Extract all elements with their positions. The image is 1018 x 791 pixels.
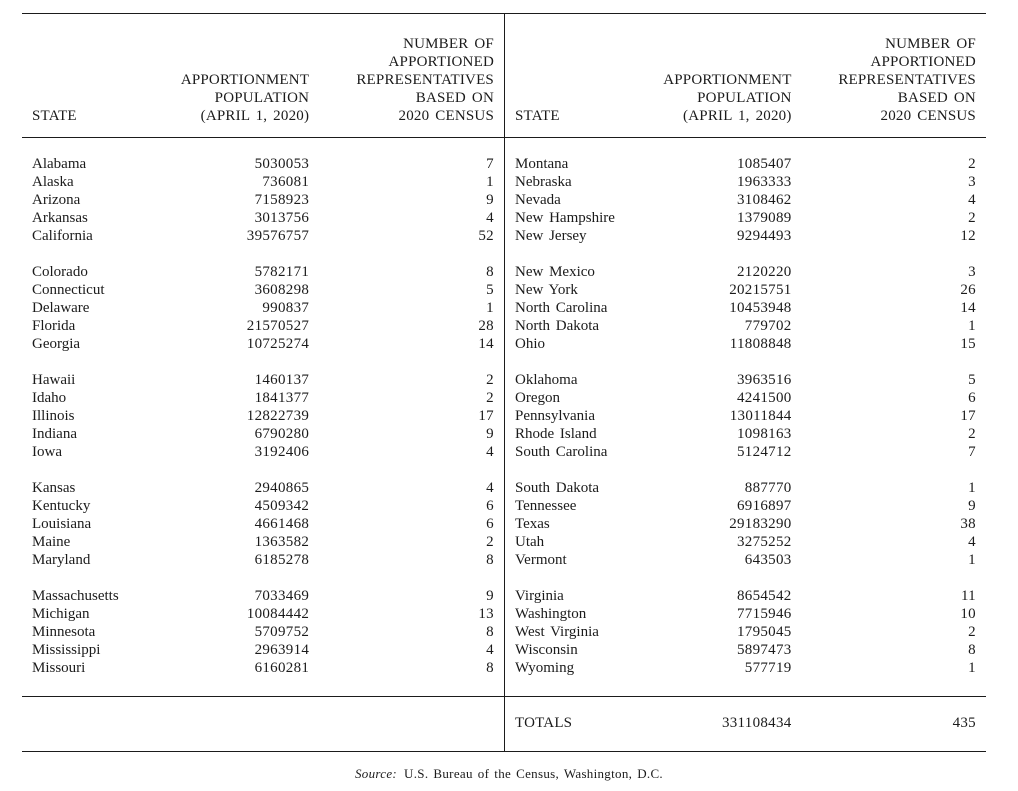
state-name-cell: Texas	[515, 516, 550, 532]
state-name-cell: Rhode Island	[515, 426, 597, 442]
state-name-cell: Maryland	[32, 552, 91, 568]
table-row	[505, 317, 986, 335]
state-name-cell: Massachusetts	[32, 588, 119, 604]
population-cell: 3192406	[254, 444, 310, 460]
apportionment-table	[22, 13, 986, 752]
table-row	[22, 407, 504, 425]
state-name-cell: Tennessee	[515, 498, 577, 514]
table-row	[22, 335, 504, 353]
state-name-cell: Iowa	[32, 444, 62, 460]
state-name-cell: Virginia	[515, 588, 564, 604]
table-row	[505, 299, 986, 317]
table-row	[22, 227, 504, 245]
representatives-cell: 7	[486, 156, 494, 172]
header-line: APPORTIONMENT	[663, 72, 792, 88]
state-group	[505, 479, 986, 569]
representatives-cell: 1	[486, 300, 494, 316]
population-cell: 5897473	[736, 642, 792, 658]
state-name-cell: Idaho	[32, 390, 67, 406]
state-group	[505, 371, 986, 461]
population-cell: 6790280	[254, 426, 310, 442]
table-row	[505, 173, 986, 191]
representatives-cell: 2	[968, 156, 976, 172]
state-name-cell: Vermont	[515, 552, 567, 568]
population-cell: 6160281	[254, 660, 310, 676]
representatives-cell: 4	[968, 534, 976, 550]
representatives-cell: 5	[968, 372, 976, 388]
state-group	[505, 587, 986, 677]
table-row	[22, 551, 504, 569]
header-line: 2020 CENSUS	[398, 108, 494, 124]
population-cell: 12822739	[246, 408, 310, 424]
table-row	[22, 371, 504, 389]
representatives-cell: 12	[960, 228, 976, 244]
state-name-cell: Wyoming	[515, 660, 575, 676]
header-line: 2020 CENSUS	[880, 108, 976, 124]
population-cell: 6916897	[736, 498, 792, 514]
state-group	[22, 479, 504, 569]
representatives-cell: 4	[968, 192, 976, 208]
representatives-cell: 8	[486, 264, 494, 280]
representatives-cell: 4	[486, 444, 494, 460]
state-name-cell: New Mexico	[515, 264, 595, 280]
state-name-cell: New Jersey	[515, 228, 587, 244]
source-line	[0, 766, 1018, 782]
population-cell: 779702	[744, 318, 792, 334]
state-name-cell: Maine	[32, 534, 71, 550]
state-group	[22, 371, 504, 461]
state-name-cell: West Virginia	[515, 624, 599, 640]
state-name-cell: Arizona	[32, 192, 81, 208]
state-name-cell: Mississippi	[32, 642, 101, 658]
table-row	[22, 497, 504, 515]
table-row	[505, 191, 986, 209]
population-cell: 1085407	[736, 156, 792, 172]
state-name-cell: Colorado	[32, 264, 88, 280]
state-name-cell: North Dakota	[515, 318, 600, 334]
population-cell: 3275252	[736, 534, 792, 550]
state-name-cell: Arkansas	[32, 210, 88, 226]
population-cell: 1963333	[736, 174, 792, 190]
totals-row	[505, 696, 986, 751]
state-name-cell: Alaska	[32, 174, 74, 190]
population-cell: 1379089	[736, 210, 792, 226]
population-cell: 887770	[744, 480, 792, 496]
header-line: APPORTIONED	[870, 54, 976, 70]
header-line: NUMBER OF	[403, 36, 494, 52]
table-row	[22, 173, 504, 191]
table-row	[505, 227, 986, 245]
state-name-cell: Illinois	[32, 408, 75, 424]
representatives-cell: 9	[486, 426, 494, 442]
table-row	[505, 515, 986, 533]
table-row	[22, 281, 504, 299]
left-table-half	[22, 14, 504, 751]
state-name-cell: Georgia	[32, 336, 81, 352]
state-group	[505, 263, 986, 353]
state-name-cell: Delaware	[32, 300, 90, 316]
state-group	[505, 155, 986, 245]
state-name-cell: Nevada	[515, 192, 561, 208]
representatives-cell: 10	[960, 606, 976, 622]
population-cell: 8654542	[736, 588, 792, 604]
header-line: (APRIL 1, 2020)	[200, 108, 310, 124]
table-row	[22, 587, 504, 605]
representatives-cell: 2	[486, 372, 494, 388]
totals-label: TOTALS	[515, 715, 573, 732]
table-row	[505, 659, 986, 677]
state-name-cell: Florida	[32, 318, 76, 334]
representatives-cell: 1	[968, 318, 976, 334]
representatives-cell: 38	[960, 516, 976, 532]
representatives-column-header	[792, 35, 976, 125]
representatives-cell: 2	[968, 624, 976, 640]
representatives-cell: 2	[968, 426, 976, 442]
population-cell: 2120220	[736, 264, 792, 280]
table-row	[505, 623, 986, 641]
header-line: REPRESENTATIVES	[356, 72, 494, 88]
population-cell: 20215751	[729, 282, 792, 298]
representatives-cell: 2	[486, 534, 494, 550]
table-row	[505, 443, 986, 461]
table-row	[505, 335, 986, 353]
state-name-cell: South Carolina	[515, 444, 608, 460]
representatives-cell: 28	[478, 318, 494, 334]
state-column-header: STATE	[515, 108, 560, 124]
state-name-cell: North Carolina	[515, 300, 608, 316]
table-row	[505, 407, 986, 425]
population-cell: 736081	[262, 174, 310, 190]
representatives-column-header	[309, 35, 494, 125]
representatives-cell: 14	[960, 300, 976, 316]
state-name-cell: Alabama	[32, 156, 87, 172]
state-name-cell: Montana	[515, 156, 569, 172]
table-row	[22, 317, 504, 335]
header-line: BASED ON	[415, 90, 494, 106]
table-row	[505, 479, 986, 497]
representatives-cell: 4	[486, 210, 494, 226]
representatives-cell: 6	[968, 390, 976, 406]
representatives-cell: 15	[960, 336, 976, 352]
table-row	[505, 263, 986, 281]
state-group	[22, 155, 504, 245]
table-row	[22, 641, 504, 659]
population-cell: 7033469	[254, 588, 310, 604]
population-cell: 21570527	[246, 318, 310, 334]
state-name-cell: Kansas	[32, 480, 76, 496]
population-cell: 1460137	[254, 372, 310, 388]
population-cell: 1841377	[254, 390, 310, 406]
representatives-cell: 52	[478, 228, 494, 244]
representatives-cell: 13	[478, 606, 494, 622]
representatives-cell: 17	[960, 408, 976, 424]
state-name-cell: Wisconsin	[515, 642, 578, 658]
population-cell: 1098163	[736, 426, 792, 442]
representatives-cell: 6	[486, 498, 494, 514]
state-name-cell: Utah	[515, 534, 545, 550]
population-cell: 990837	[262, 300, 310, 316]
table-row	[22, 389, 504, 407]
table-row	[505, 425, 986, 443]
representatives-cell: 9	[486, 192, 494, 208]
population-cell: 10725274	[246, 336, 310, 352]
right-table-half	[504, 14, 986, 751]
table-row	[22, 299, 504, 317]
table-row	[505, 551, 986, 569]
totals-population: 331108434	[721, 715, 792, 732]
population-cell: 5782171	[254, 264, 310, 280]
representatives-cell: 1	[968, 552, 976, 568]
table-row	[22, 623, 504, 641]
table-row	[22, 191, 504, 209]
representatives-cell: 3	[968, 174, 976, 190]
population-cell: 5709752	[254, 624, 310, 640]
population-cell: 5124712	[736, 444, 792, 460]
representatives-cell: 11	[960, 588, 976, 604]
header-line: POPULATION	[214, 90, 310, 106]
representatives-cell: 8	[486, 660, 494, 676]
representatives-cell: 1	[968, 480, 976, 496]
population-cell: 6185278	[254, 552, 310, 568]
representatives-cell: 7	[968, 444, 976, 460]
population-cell: 3013756	[254, 210, 310, 226]
population-cell: 10453948	[729, 300, 792, 316]
population-cell: 577719	[744, 660, 792, 676]
state-group	[22, 587, 504, 677]
representatives-cell: 9	[968, 498, 976, 514]
right-table-body	[505, 138, 986, 696]
population-cell: 7158923	[254, 192, 310, 208]
table-row	[22, 659, 504, 677]
representatives-cell: 2	[486, 390, 494, 406]
table-row	[505, 497, 986, 515]
representatives-cell: 4	[486, 480, 494, 496]
population-cell: 7715946	[736, 606, 792, 622]
table-row	[505, 605, 986, 623]
table-row	[22, 443, 504, 461]
table-row	[22, 263, 504, 281]
population-cell: 13011844	[729, 408, 792, 424]
table-row	[22, 533, 504, 551]
population-cell: 2940865	[254, 480, 310, 496]
state-name-cell: Washington	[515, 606, 587, 622]
state-name-cell: Connecticut	[32, 282, 105, 298]
state-name-cell: New York	[515, 282, 578, 298]
representatives-cell: 6	[486, 516, 494, 532]
table-row	[22, 155, 504, 173]
population-column-header	[584, 71, 791, 125]
state-group	[22, 263, 504, 353]
state-name-cell: Louisiana	[32, 516, 92, 532]
population-cell: 29183290	[729, 516, 792, 532]
header-line: REPRESENTATIVES	[838, 72, 976, 88]
state-name-cell: Oklahoma	[515, 372, 578, 388]
state-name-cell: Nebraska	[515, 174, 572, 190]
table-row	[22, 605, 504, 623]
population-cell: 10084442	[246, 606, 310, 622]
table-row	[22, 209, 504, 227]
header-line: APPORTIONMENT	[180, 72, 310, 88]
state-name-cell: South Dakota	[515, 480, 600, 496]
header-line: BASED ON	[897, 90, 976, 106]
population-cell: 9294493	[736, 228, 792, 244]
state-column-header: STATE	[32, 108, 77, 124]
left-table-footer	[22, 696, 504, 751]
state-name-cell: Missouri	[32, 660, 86, 676]
population-cell: 39576757	[246, 228, 310, 244]
population-cell: 3108462	[736, 192, 792, 208]
representatives-cell: 1	[486, 174, 494, 190]
representatives-cell: 8	[486, 624, 494, 640]
state-name-cell: Minnesota	[32, 624, 96, 640]
representatives-cell: 8	[968, 642, 976, 658]
state-name-cell: Oregon	[515, 390, 560, 406]
table-row	[22, 425, 504, 443]
representatives-cell: 5	[486, 282, 494, 298]
population-column-header	[101, 71, 309, 125]
table-row	[505, 389, 986, 407]
state-name-cell: Hawaii	[32, 372, 76, 388]
population-cell: 1795045	[736, 624, 792, 640]
table-row	[505, 641, 986, 659]
representatives-cell: 1	[968, 660, 976, 676]
representatives-cell: 4	[486, 642, 494, 658]
population-cell: 3608298	[254, 282, 310, 298]
table-row	[22, 515, 504, 533]
population-cell: 643503	[744, 552, 792, 568]
population-cell: 5030053	[254, 156, 310, 172]
table-row	[505, 587, 986, 605]
representatives-cell: 26	[960, 282, 976, 298]
table-row	[505, 533, 986, 551]
state-name-cell: Kentucky	[32, 498, 91, 514]
table-row	[505, 209, 986, 227]
state-name-cell: California	[32, 228, 93, 244]
representatives-cell: 14	[478, 336, 494, 352]
population-cell: 4509342	[254, 498, 310, 514]
table-row	[505, 371, 986, 389]
header-line: NUMBER OF	[885, 36, 976, 52]
representatives-cell: 17	[478, 408, 494, 424]
representatives-cell: 2	[968, 210, 976, 226]
source-label: Source:	[355, 766, 398, 781]
state-name-cell: New Hampshire	[515, 210, 615, 226]
source-text: U.S. Bureau of the Census, Washington, D.C.	[404, 766, 663, 781]
left-table-header	[22, 14, 504, 138]
table-row	[22, 479, 504, 497]
table-row	[505, 155, 986, 173]
header-line: APPORTIONED	[388, 54, 494, 70]
representatives-cell: 3	[968, 264, 976, 280]
totals-representatives: 435	[952, 715, 976, 732]
representatives-cell: 8	[486, 552, 494, 568]
population-cell: 11808848	[729, 336, 792, 352]
population-cell: 2963914	[254, 642, 310, 658]
population-cell: 1363582	[254, 534, 310, 550]
representatives-cell: 9	[486, 588, 494, 604]
state-name-cell: Indiana	[32, 426, 77, 442]
header-line: POPULATION	[697, 90, 792, 106]
state-name-cell: Michigan	[32, 606, 90, 622]
state-name-cell: Ohio	[515, 336, 545, 352]
right-table-header	[505, 14, 986, 138]
population-cell: 4661468	[254, 516, 310, 532]
population-cell: 4241500	[736, 390, 792, 406]
population-cell: 3963516	[736, 372, 792, 388]
header-line: (APRIL 1, 2020)	[683, 108, 792, 124]
state-name-cell: Pennsylvania	[515, 408, 595, 424]
left-table-body	[22, 138, 504, 696]
table-row	[505, 281, 986, 299]
